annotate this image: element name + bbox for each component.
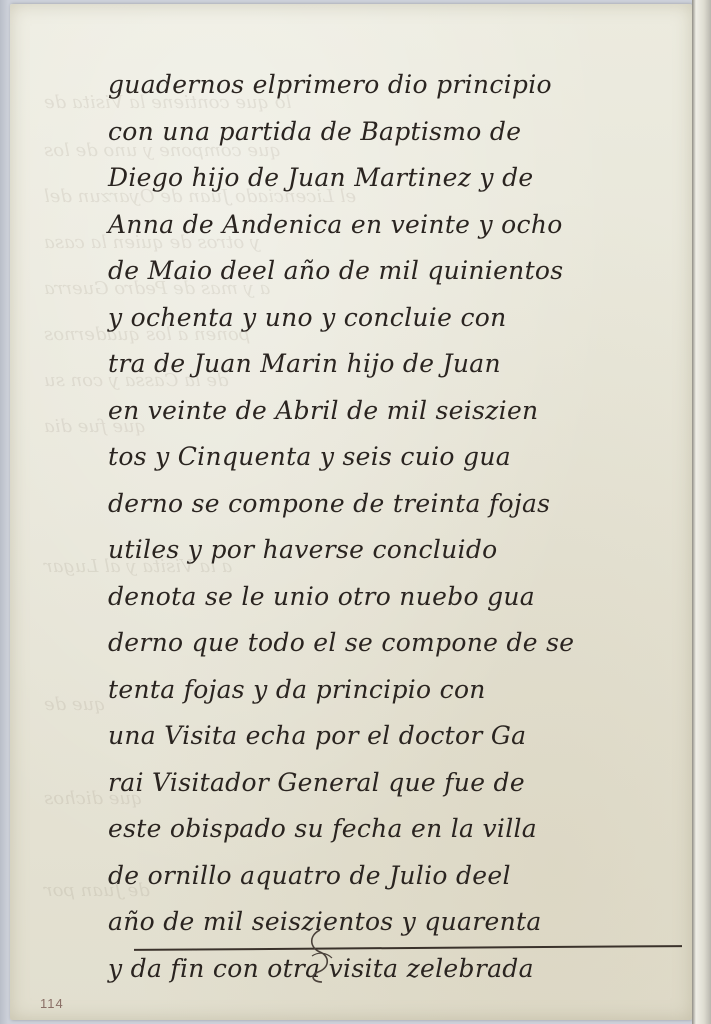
text-line: año de mil seiszientos y quarenta xyxy=(108,907,542,936)
text-line: de ornillo aquatro de Julio deel xyxy=(108,860,511,890)
bleed-line: ponen a los quadernos xyxy=(44,324,251,345)
text-line: una Visita echa por el doctor Ga xyxy=(108,721,527,750)
text-line: derno se compone de treinta fojas xyxy=(108,488,551,518)
bleed-line: a la Visita y al Lugar xyxy=(44,556,233,577)
text-line: de Maio deel año de mil quinientos xyxy=(108,256,564,285)
text-line: con una partida de Baptismo de xyxy=(108,116,522,146)
bleed-line: que fue dia xyxy=(44,416,147,437)
text-line: tra de Juan Marin hijo de Juan xyxy=(108,349,501,378)
bleed-line: de Juan por xyxy=(44,880,150,901)
text-line: Anna de Andenica en veinte y ocho xyxy=(108,209,563,239)
text-line: denota se le unio otro nuebo gua xyxy=(108,581,536,611)
text-line: tos y Cinquenta y seis cuio gua xyxy=(108,442,511,471)
text-line: y da fin con otra visita zelebrada xyxy=(108,953,534,983)
rubric-mark xyxy=(300,926,340,986)
bleed-line: que compone y uno de los xyxy=(44,140,282,161)
text-line: tenta fojas y da principio con xyxy=(108,674,486,704)
handwritten-text-block xyxy=(108,62,678,992)
bleed-line: lo que contiene la Visita de xyxy=(44,92,292,113)
manuscript-page xyxy=(10,4,692,1020)
text-line: derno que todo el se compone de se xyxy=(108,628,575,657)
text-line: este obispado su fecha en la villa xyxy=(108,814,537,843)
text-line: guadernos elprimero dio principio xyxy=(108,70,552,99)
folio-number: 114 xyxy=(40,996,64,1011)
text-line: Diego hijo de Juan Martinez y de xyxy=(108,163,534,192)
bleed-line: el Licenciado Juan de Oyarzun del xyxy=(44,186,357,207)
text-line: utiles y por haverse concluido xyxy=(108,535,498,564)
book-spine xyxy=(692,0,711,1024)
bleed-line: que dichos xyxy=(44,788,143,809)
text-line: y ochenta y uno y concluie con xyxy=(108,302,507,332)
bleed-line: y otros de quien la casa xyxy=(44,232,261,253)
bleed-line: que de xyxy=(44,694,106,715)
bleed-line: a y mas de Pedro Guerra xyxy=(44,278,271,299)
text-line: rai Visitador General que fue de xyxy=(108,767,525,797)
bleed-line: de la Cassa y con su xyxy=(44,370,229,391)
text-line: en veinte de Abril de mil seiszien xyxy=(108,395,539,425)
